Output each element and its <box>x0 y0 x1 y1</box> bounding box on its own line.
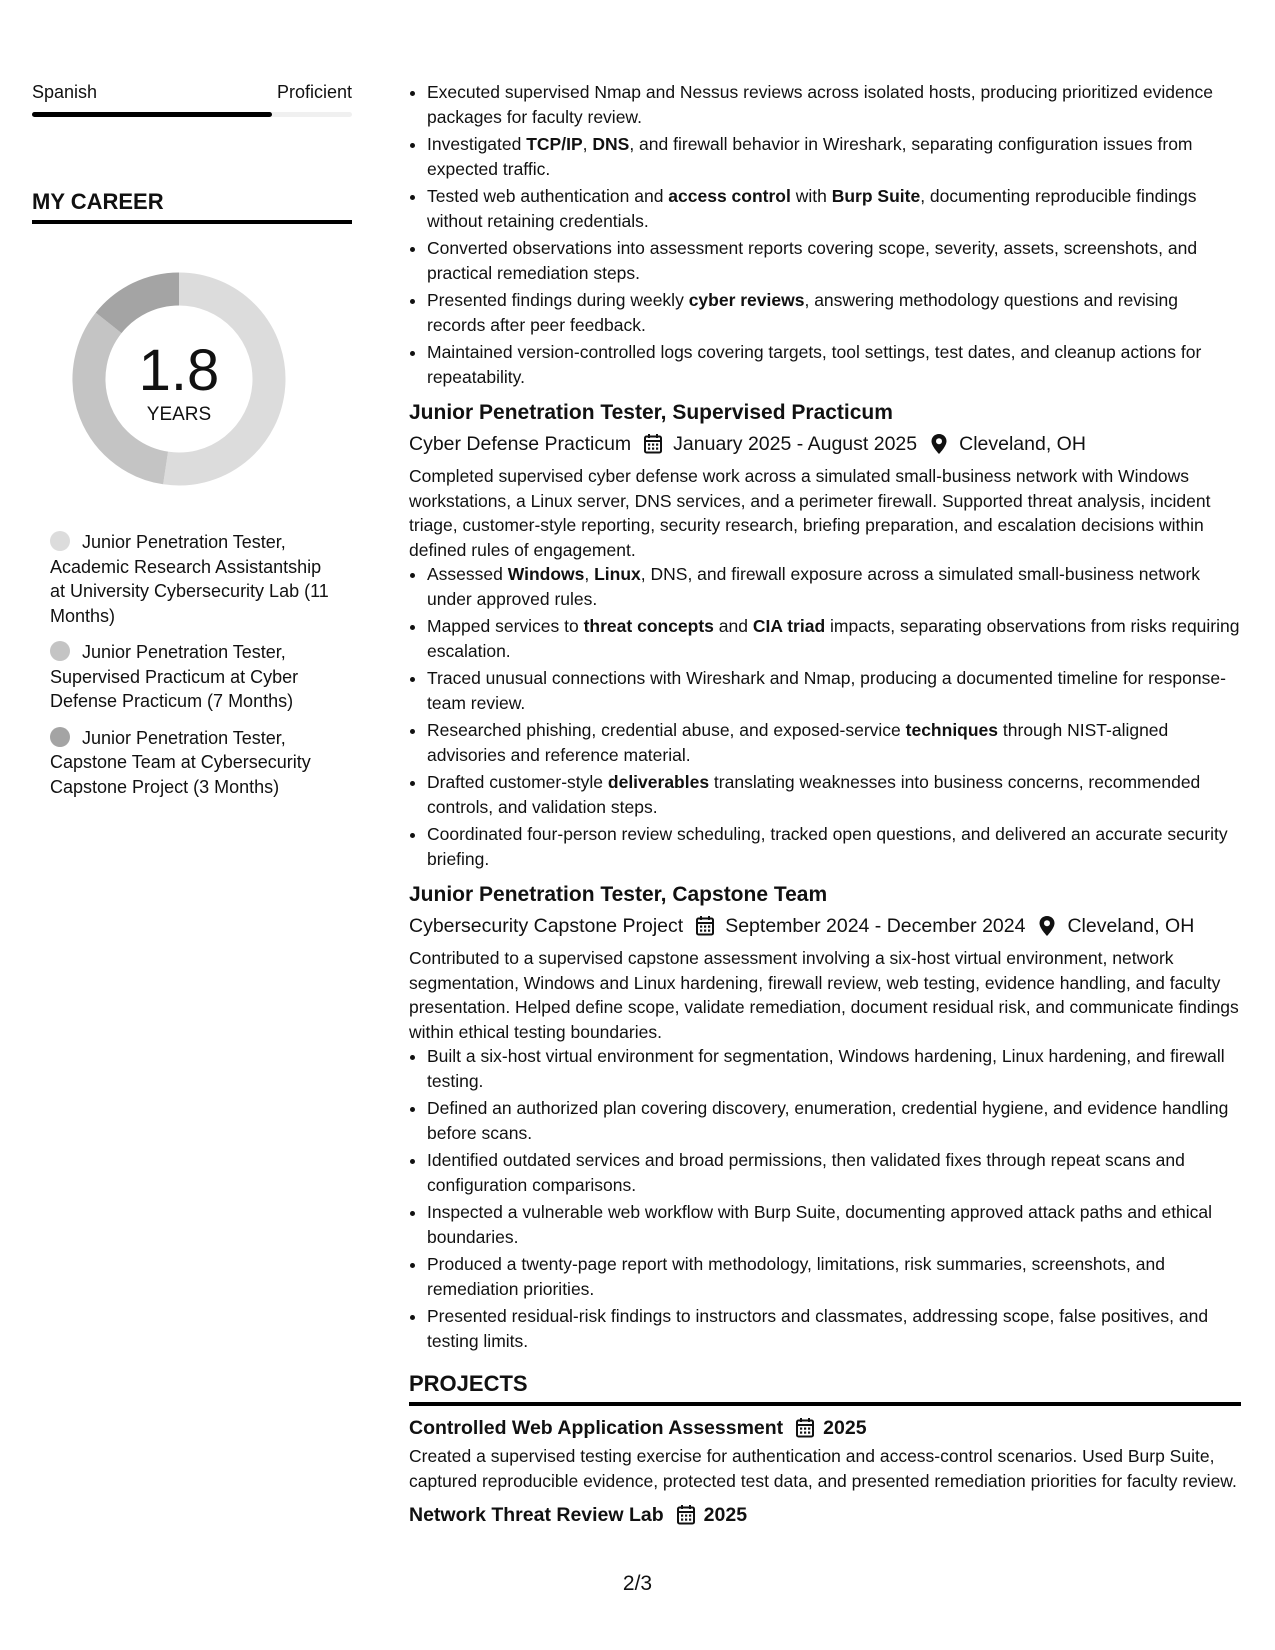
calendar-icon <box>695 915 715 937</box>
project-title: Controlled Web Application Assessment <box>409 1417 784 1439</box>
bullet-item: • Identified outdated services and broad permissions, then validated fixes through repeat scans and configuration comparisons. <box>427 1148 1241 1197</box>
job-dates: January 2025 - August 2025 <box>673 433 918 455</box>
job-organization: Cybersecurity Capstone Project <box>409 915 684 937</box>
career-total-value: 1.8 <box>138 338 220 403</box>
career-legend-text: Junior Penetration Tester, Supervised Practicum at Cyber Defense Practicum (7 Months) <box>50 642 299 711</box>
bullet-item: • Coordinated four-person review scheduling, tracked open questions, and delivered an accurate security briefing. <box>427 822 1241 871</box>
legend-dot-0 <box>50 531 70 551</box>
bullet-item: • Defined an authorized plan covering discovery, enumeration, credential hygiene, and evidence handling before scans. <box>427 1096 1241 1145</box>
bullet-item: • Converted observations into assessment reports covering scope, severity, assets, screenshots, and practical remediation steps. <box>427 236 1241 285</box>
career-legend-item <box>50 530 330 628</box>
career-legend-text: Junior Penetration Tester, Academic Research Assistantship at University Cybersecurity Lab (11 Months) <box>50 532 329 626</box>
project-title-row <box>409 1501 1241 1529</box>
job-entry <box>409 399 1241 871</box>
sidebar <box>32 80 352 811</box>
project-year: 2025 <box>823 1417 867 1439</box>
bullet-item: • Assessed Windows, Linux, DNS, and firewall exposure across a simulated small-business network under approved rules. <box>427 562 1241 611</box>
bullet-item: • Produced a twenty-page report with methodology, limitations, risk summaries, screenshots, and remediation priorities. <box>427 1252 1241 1301</box>
language-row <box>32 80 352 104</box>
job-entry <box>409 881 1241 1353</box>
career-donut-chart <box>66 266 292 492</box>
project-title: Network Threat Review Lab <box>409 1504 664 1526</box>
career-legend-text: Junior Penetration Tester, Capstone Team at Cybersecurity Capstone Project (3 Months) <box>50 727 311 797</box>
career-section-title: MY CAREER <box>32 187 352 224</box>
project-entry <box>409 1501 1241 1529</box>
legend-dot-2 <box>50 727 70 747</box>
job-description: Contributed to a supervised capstone assessment involving a six-host virtual environment, network segmentation, Windows and Linux hardening, firewall review, web testing, evidence handling, and faculty presentation. Helped define scope, validate remediation, document residual risk, and communicate findings within ethical testing boundaries. <box>409 948 1239 1042</box>
bullet-item: • Traced unusual connections with Wireshark and Nmap, producing a documented timeline for response-team review. <box>427 666 1241 715</box>
bullet-item: • Mapped services to threat concepts and CIA triad impacts, separating observations from risks requiring escalation. <box>427 614 1241 663</box>
project-description: Created a supervised testing exercise for authentication and access-control scenarios. Used Burp Suite, captured reproducible evidence, protected test data, and presented remediation priorities for faculty review. <box>409 1446 1237 1491</box>
projects-section-title: PROJECTS <box>409 1369 1241 1406</box>
bullet-item: • Built a six-host virtual environment for segmentation, Windows hardening, Linux hardening, and firewall testing. <box>427 1044 1241 1093</box>
job-organization: Cyber Defense Practicum <box>409 433 632 455</box>
main-content <box>409 80 1241 1529</box>
job-meta <box>409 430 1241 458</box>
bullet-item: • Presented residual-risk findings to instructors and classmates, addressing scope, false positives, and testing limits. <box>427 1304 1241 1353</box>
job-bullets <box>409 562 1241 871</box>
bullet-item: • Tested web authentication and access control with Burp Suite, documenting reproducible findings without retaining credentials. <box>427 184 1241 233</box>
previous-job-bullets <box>409 80 1241 389</box>
job-description: Completed supervised cyber defense work across a simulated small-business network with Windows workstations, a Linux server, DNS services, and a perimeter firewall. Supported threat analysis, incident triage, customer-style reporting, security research, briefing preparation, and escalation decisions within defined rules of engagement. <box>409 466 1211 560</box>
bullet-item: • Inspected a vulnerable web workflow with Burp Suite, documenting approved attack paths and ethical boundaries. <box>427 1200 1241 1249</box>
bullet-item: • Executed supervised Nmap and Nessus reviews across isolated hosts, producing prioritized evidence packages for faculty review. <box>427 80 1241 129</box>
donut-center <box>66 266 292 492</box>
project-entry <box>409 1414 1241 1493</box>
language-name: Spanish <box>32 82 98 102</box>
career-legend-item <box>50 640 330 714</box>
bullet-item: • Drafted customer-style deliverables translating weaknesses into business concerns, recommended controls, and validation steps. <box>427 770 1241 819</box>
calendar-icon <box>676 1504 696 1526</box>
job-location: Cleveland, OH <box>959 433 1086 455</box>
job-location: Cleveland, OH <box>1067 915 1195 937</box>
bullet-item: • Maintained version-controlled logs covering targets, tool settings, test dates, and cleanup actions for repeatability. <box>427 340 1241 389</box>
career-total-unit: YEARS <box>146 404 212 425</box>
language-level-bar <box>32 112 352 117</box>
bullet-item: • Investigated TCP/IP, DNS, and firewall behavior in Wireshark, separating configuration issues from expected traffic. <box>427 132 1241 181</box>
location-pin-icon <box>1037 915 1057 937</box>
page-number: 2/3 <box>622 1572 653 1595</box>
language-level: Proficient <box>276 82 352 102</box>
job-title: Junior Penetration Tester, Supervised Practicum <box>409 401 893 424</box>
location-pin-icon <box>929 433 949 455</box>
bullet-item: • Researched phishing, credential abuse, and exposed-service techniques through NIST-aligned advisories and reference material. <box>427 718 1241 767</box>
job-title: Junior Penetration Tester, Capstone Team <box>409 883 828 906</box>
calendar-icon <box>643 433 663 455</box>
language-level-bar-fill <box>32 112 272 117</box>
bullet-item: • Presented findings during weekly cyber reviews, answering methodology questions and revising records after peer feedback. <box>427 288 1241 337</box>
project-title-row <box>409 1414 1241 1442</box>
legend-dot-1 <box>50 641 70 661</box>
calendar-icon <box>795 1417 815 1439</box>
project-year: 2025 <box>703 1504 748 1526</box>
career-legend-item <box>50 726 330 800</box>
career-legend <box>50 530 330 799</box>
job-bullets <box>409 1044 1241 1353</box>
job-dates: September 2024 - December 2024 <box>725 915 1026 937</box>
job-meta <box>409 912 1241 940</box>
